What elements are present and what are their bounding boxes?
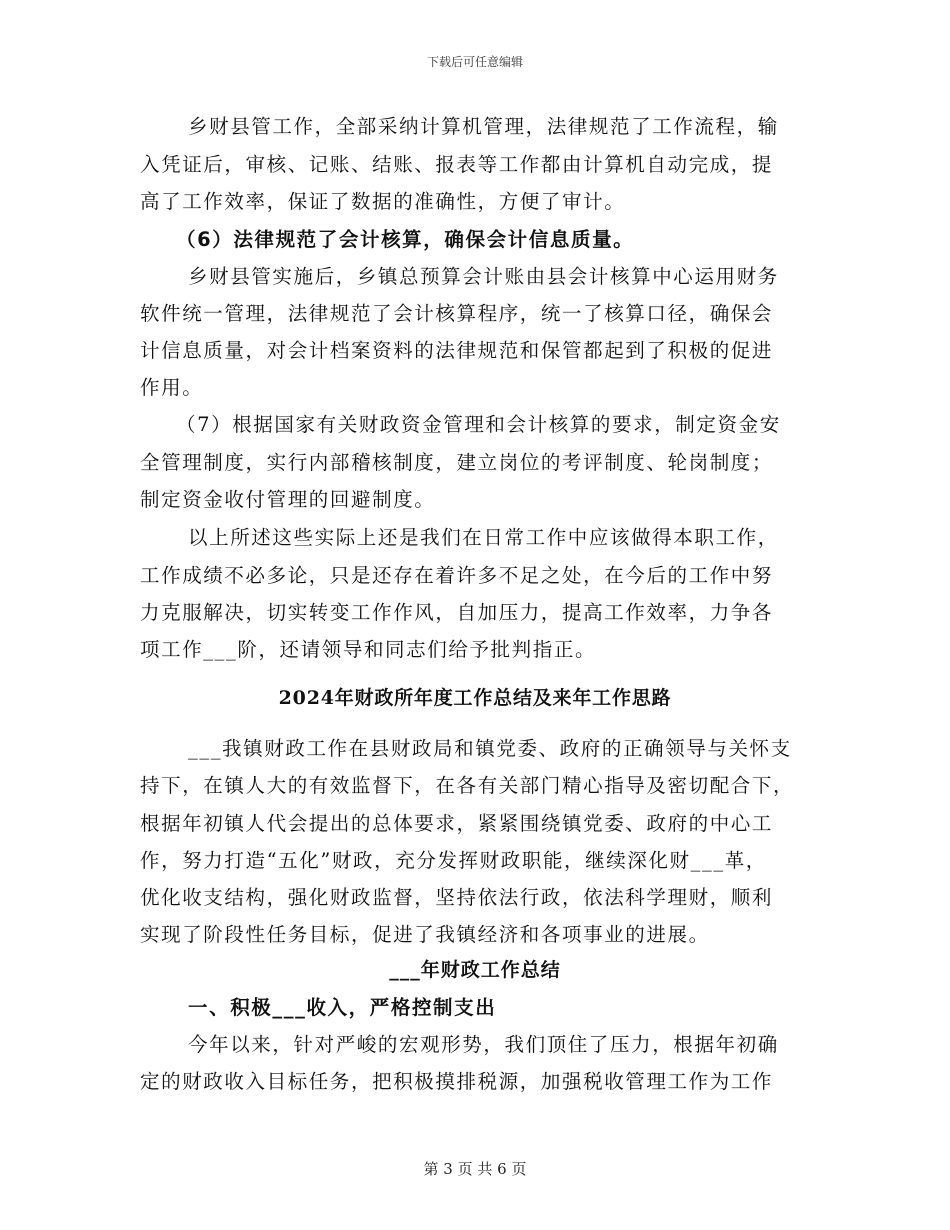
- body-line: 计信息质量，对会计档案资料的法律规范和保管都起到了积极的促进: [140, 339, 774, 362]
- body-line: 高了工作效率，保证了数据的准确性，方便了审计。: [140, 190, 626, 213]
- body-line: 优化收支结构，强化财政监督，坚持依法行政，依法科学理财，顺利: [140, 886, 774, 909]
- section-heading-6: （6）法律规范了会计核算，确保会计信息质量。: [176, 228, 635, 251]
- body-line: 持下，在镇人大的有效监督下，在各有关部门精心指导及密切配合下，: [140, 774, 795, 797]
- body-line: 乡财县管实施后，乡镇总预算会计账由县会计核算中心运用财务: [188, 265, 779, 288]
- body-line: 乡财县管工作，全部采纳计算机管理，法律规范了工作流程，输: [188, 115, 779, 138]
- body-line: 今年以来，针对严峻的宏观形势，我们顶住了压力，根据年初确: [188, 1033, 779, 1056]
- page-number: 第 3 页 共 6 页: [423, 1160, 527, 1178]
- body-line: 实现了阶段性任务目标，促进了我镇经济和各项事业的进展。: [140, 923, 710, 946]
- body-line: 制定资金收付管理的回避制度。: [140, 488, 436, 511]
- header-note: 下载后可任意编辑: [426, 55, 523, 69]
- body-line: 力克服解决，切实转变工作作风，自加压力，提高工作效率，力争各: [140, 601, 774, 624]
- body-line: 定的财政收入目标任务，把积极摸排税源，加强税收管理工作为工作: [140, 1070, 774, 1093]
- section-subtitle: ___年财政工作总结: [389, 959, 561, 981]
- document-title: 2024年财政所年度工作总结及来年工作思路: [278, 687, 672, 709]
- body-line: （7）根据国家有关财政资金管理和会计核算的要求，制定资金安: [176, 413, 781, 436]
- body-line: 软件统一管理，法律规范了会计核算程序，统一了核算口径，确保会: [140, 302, 774, 325]
- body-line: 工作成绩不必多论，只是还存在着许多不足之处，在今后的工作中努: [140, 564, 774, 587]
- body-line: 项工作___阶，还请领导和同志们给予批判指正。: [140, 638, 597, 661]
- body-line: 作用。: [140, 376, 204, 399]
- body-line: 以上所述这些实际上还是我们在日常工作中应该做得本职工作，: [188, 526, 779, 549]
- body-line: ___我镇财政工作在县财政局和镇党委、政府的正确领导与关怀支: [188, 737, 792, 760]
- body-line: 作，努力打造“五化”财政，充分发挥财政职能，继续深化财___革，: [140, 849, 767, 872]
- body-line: 根据年初镇人代会提出的总体要求，紧紧围绕镇党委、政府的中心工: [140, 812, 774, 835]
- body-line: 全管理制度，实行内部稽核制度，建立岗位的考评制度、轮岗制度；: [140, 451, 774, 474]
- section-heading-1: 一、积极___收入，严格控制支出: [188, 996, 497, 1019]
- body-line: 入凭证后，审核、记账、结账、报表等工作都由计算机自动完成，提: [140, 153, 774, 176]
